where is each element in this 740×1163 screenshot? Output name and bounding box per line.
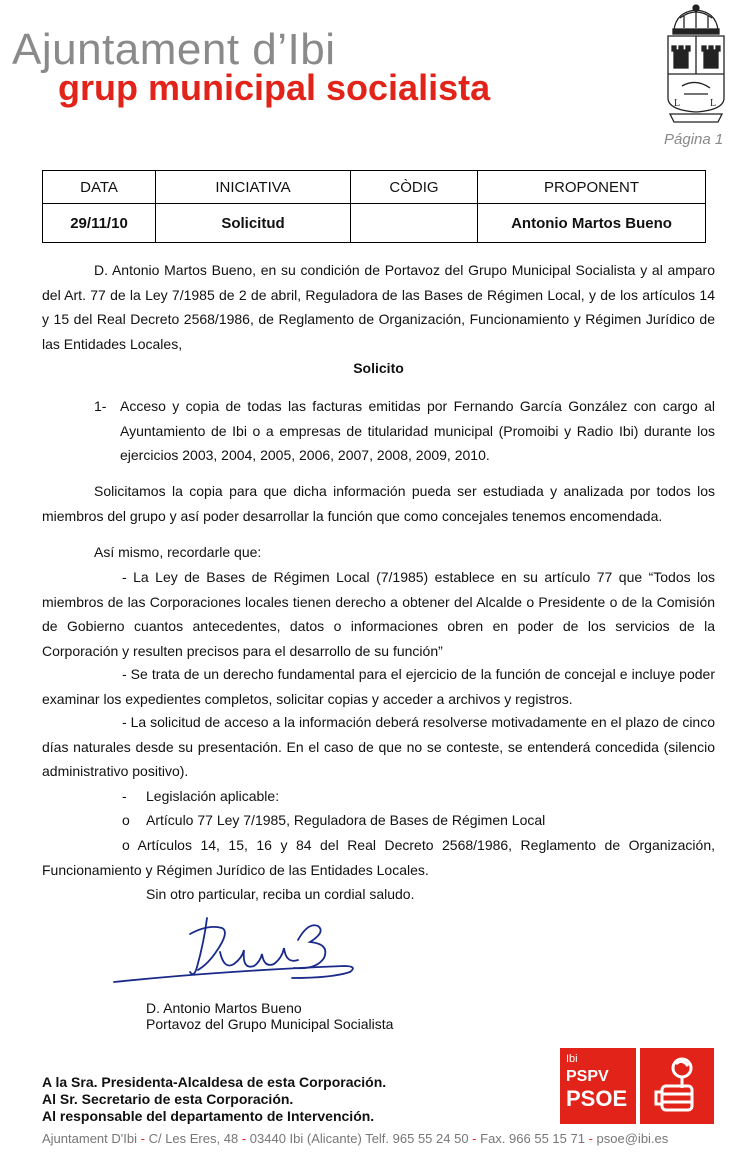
value-proponent: Antonio Martos Bueno — [478, 204, 706, 243]
bullet-1: - La Ley de Bases de Régimen Local (7/1985) establece en su artículo 77 que “Todos los miembros de las Corporaciones locales tienen derecho a obtener del Alcalde o Presidente o de la Comisión de Gobierno cuantos antecedentes, datos o informaciones obren en poder de los servicios de la Corporación y resulten precisos para el desarrollo de su función” — [42, 569, 715, 659]
header-code: CÒDIG — [351, 171, 478, 204]
footer-city: 03440 Ibi (Alicante) — [249, 1131, 362, 1146]
solicito-heading: Solicito — [353, 360, 404, 376]
pspv-psoe-logo — [560, 1048, 714, 1124]
recipients-block — [42, 1074, 386, 1125]
bullet-4-dash: - — [122, 788, 127, 804]
footer-phone: Telf. 965 55 24 50 — [365, 1131, 469, 1146]
recipient-1: A la Sra. Presidenta-Alcaldesa de esta Corporación. — [42, 1074, 387, 1090]
table-value-row — [43, 204, 706, 243]
town-crest — [662, 2, 730, 124]
footer-separator: - — [588, 1131, 593, 1146]
logo-ibi: Ibi — [566, 1053, 578, 1065]
logo-psoe: PSOE — [566, 1086, 628, 1111]
item-1-text: Acceso y copia de todas las facturas emitidas por Fernando García González con cargo al Ayuntamiento de Ibi o a empresas de titularidad municipal (Promoibi y Radio Ibi) durante los ejercicios 2003, 2004, 2005, 2006, 2007, 2008, 2009, 2010. — [120, 398, 715, 463]
bullet-3: - La solicitud de acceso a la información deberá resolverse motivadamente en el plazo de cinco días naturales desde su presentación. En el caso de que no se conteste, se entenderá concedida (silencio administrativo positivo). — [42, 714, 715, 779]
svg-text:L: L — [710, 98, 717, 109]
rose-fist-icon — [640, 1048, 714, 1124]
signatory-block — [146, 1000, 393, 1032]
footer-separator: - — [140, 1131, 145, 1146]
intro-paragraph: D. Antonio Martos Bueno, en su condición de Portavoz del Grupo Municipal Socialista y al amparo del Art. 77 de la Ley 7/1985 de 2 de abril, Reguladora de las Bases de Régimen Local, y de los artículos 14 y 15 del Real Decreto 2568/1986, de Reglamento de Organización, Funcionamiento y Régimen Jurídico de las Entidades Locales, — [42, 262, 715, 352]
header-proponent: PROPONENT — [478, 171, 706, 204]
footer-line — [42, 1131, 668, 1146]
recipient-2: Al Sr. Secretario de esta Corporación. — [42, 1091, 294, 1107]
sub-2: o Artículos 14, 15, 16 y 84 del Real Decreto 2568/1986, Reglamento de Organización, Funcionamiento y Régimen Jurídico de las Entidades Locales. — [42, 837, 715, 878]
footer-email: psoe@ibi.es — [596, 1131, 669, 1146]
footer-separator: - — [241, 1131, 247, 1146]
svg-text:L: L — [674, 98, 681, 109]
copy-request-paragraph: Solicitamos la copia para que dicha información pueda ser estudiada y analizada por todos los miembros del grupo y así poder desarrollar la función que como concejales tenemos encomendada. — [42, 483, 715, 524]
footer-separator: - — [472, 1131, 477, 1146]
proposal-table — [42, 170, 706, 243]
logo-pspv: PSPV — [566, 1068, 609, 1085]
footer-fax: Fax. 966 55 15 71 — [480, 1131, 585, 1146]
bullet-2: - Se trata de un derecho fundamental para el ejercicio de la función de concejal e incluye poder examinar los expedientes completos, solicitar copias y acceder a archivos y registros. — [42, 666, 715, 707]
signatory-role: Portavoz del Grupo Municipal Socialista — [146, 1016, 394, 1032]
page-number: Página 1 — [664, 131, 724, 148]
signatory-name: D. Antonio Martos Bueno — [146, 1000, 302, 1016]
sub-1-mark: o — [122, 812, 130, 828]
header-initiative: INICIATIVA — [156, 171, 351, 204]
logo-rose-box — [640, 1048, 714, 1124]
footer-address: C/ Les Eres, 48 — [148, 1131, 239, 1146]
footer-org: Ajuntament D'Ibi — [42, 1131, 137, 1146]
item-number: 1- — [94, 398, 107, 414]
header-town: Ajuntament d’Ibi — [12, 25, 336, 74]
value-code — [351, 204, 478, 243]
handwritten-signature — [112, 912, 362, 994]
header-date: DATA — [43, 171, 156, 204]
recipient-3: Al responsable del departamento de Intervención. — [42, 1108, 375, 1124]
value-date: 29/11/10 — [43, 204, 156, 243]
closing-line: Sin otro particular, reciba un cordial saludo. — [146, 886, 415, 902]
logo-text-box — [560, 1048, 636, 1124]
reminder-paragraph: Así mismo, recordarle que: — [94, 544, 262, 560]
bullet-4: Legislación aplicable: — [146, 788, 280, 804]
sub-1: Artículo 77 Ley 7/1985, Reguladora de Bases de Régimen Local — [146, 812, 546, 828]
value-initiative: Solicitud — [156, 204, 351, 243]
header-group-name: grup municipal socialista — [58, 67, 491, 108]
table-header-row — [43, 171, 706, 204]
